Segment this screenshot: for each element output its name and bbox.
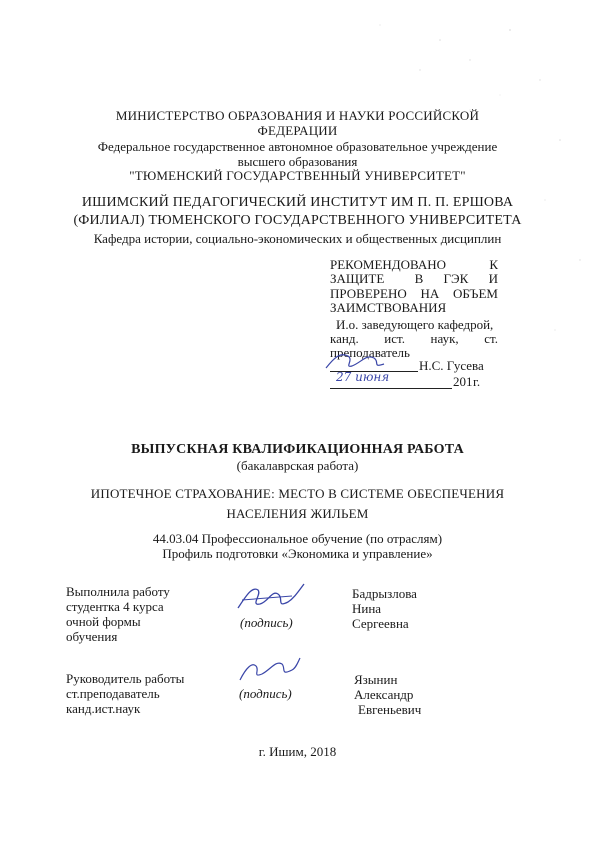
program-code: 44.03.04 Профессиональное обучение (по отраслям)	[152, 531, 443, 546]
approval-word: И	[488, 271, 498, 286]
supervisor-signature-label: (подпись)	[239, 686, 292, 701]
student-role-line: студентка 4 курса	[66, 599, 164, 614]
student-role-line: Выполнила работу	[66, 584, 170, 599]
approval-word: ОБЪЕМ	[452, 286, 498, 301]
approval-word: ПРОВЕРЕНО	[330, 286, 407, 301]
head-position-word: ст.	[484, 331, 498, 346]
institute-line-2: (ФИЛИАЛ) ТЮМЕНСКОГО ГОСУДАРСТВЕННОГО УНИВЕРСИТЕТА	[73, 213, 522, 228]
head-position-text: И.о. заведующего кафедрой,	[336, 317, 494, 332]
approval-line-2	[330, 271, 498, 287]
supervisor-name-line: Александр	[354, 687, 414, 702]
supervisor-role-line: ст.преподаватель	[66, 686, 160, 701]
supervisor-handwritten-signature	[234, 652, 304, 688]
work-title: ВЫПУСКНАЯ КВАЛИФИКАЦИОННАЯ РАБОТА	[131, 442, 464, 457]
approval-word: ЗАЩИТЕ	[330, 271, 385, 286]
university-name: "ТЮМЕНСКИЙ ГОСУДАРСТВЕННЫЙ УНИВЕРСИТЕТ"	[129, 168, 466, 183]
ministry-line-2: ФЕДЕРАЦИИ	[257, 123, 338, 138]
head-signature-name: Н.С. Гусева	[419, 358, 484, 373]
date-line	[330, 388, 452, 389]
federal-line-2: высшего образования	[237, 154, 358, 169]
supervisor-role-line: Руководитель работы	[66, 671, 185, 686]
program-profile: Профиль подготовки «Экономика и управление»	[162, 546, 433, 561]
approval-word: В	[414, 271, 424, 286]
topic-line-2: НАСЕЛЕНИЯ ЖИЛЬЕМ	[226, 506, 369, 521]
student-handwritten-signature	[232, 578, 312, 618]
date-year-suffix: г.	[473, 374, 481, 389]
approval-word: РЕКОМЕНДОВАНО	[330, 257, 447, 272]
head-position-word: канд.	[330, 331, 359, 346]
handwritten-date: 27 июня	[336, 370, 390, 384]
city-year: г. Ишим, 2018	[258, 744, 337, 759]
topic-line-1: ИПОТЕЧНОЕ СТРАХОВАНИЕ: МЕСТО В СИСТЕМЕ ОБЕСПЕЧЕНИЯ	[90, 486, 505, 501]
student-role-line: обучения	[66, 629, 118, 644]
supervisor-role-line: канд.ист.наук	[66, 701, 141, 716]
supervisor-name-line: Язынин	[354, 672, 398, 687]
head-position-word: наук,	[430, 331, 459, 346]
student-name-line: Сергеевна	[352, 616, 409, 631]
department-name: Кафедра истории, социально-экономических и общественных дисциплин	[93, 231, 502, 246]
institute-line-1: ИШИМСКИЙ ПЕДАГОГИЧЕСКИЙ ИНСТИТУТ ИМ П. П. ЕРШОВА	[81, 195, 514, 210]
approval-word: ГЭК	[443, 271, 469, 286]
federal-line-1: Федеральное государственное автономное образовательное учреждение	[97, 139, 498, 154]
head-position-line-3: преподаватель	[330, 345, 410, 360]
student-name-line: Нина	[352, 601, 382, 616]
student-signature-label: (подпись)	[240, 615, 293, 630]
student-name-line: Бадрызлова	[352, 586, 417, 601]
supervisor-name-line: Евгеньевич	[358, 702, 422, 717]
approval-line-4: ЗАИМСТВОВАНИЯ	[330, 300, 447, 315]
work-subtitle: (бакалаврская работа)	[236, 458, 359, 473]
approval-word: К	[489, 257, 498, 272]
student-role-line: очной формы	[66, 614, 141, 629]
ministry-line-1: МИНИСТЕРСТВО ОБРАЗОВАНИЯ И НАУКИ РОССИЙСКОЙ	[115, 108, 480, 123]
approval-word: НА	[420, 286, 440, 301]
head-position-word: ист.	[384, 331, 405, 346]
date-year: 201	[453, 374, 473, 389]
